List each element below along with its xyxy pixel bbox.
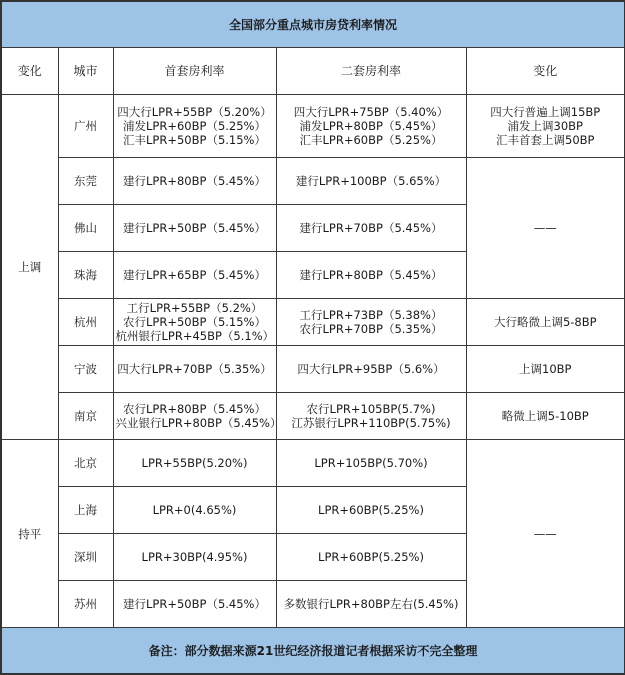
first-rate-cell: 建行LPR+50BP（5.45%）: [113, 205, 276, 252]
rate-line: 工行LPR+55BP（5.2%）: [126, 301, 263, 315]
city-cell: 杭州: [58, 299, 113, 346]
rate-line: 四大行LPR+75BP（5.40%）: [293, 105, 449, 119]
header-change: 变化: [1, 48, 58, 95]
table-row: [1, 440, 625, 487]
rate-line: 工行LPR+73BP（5.38%）: [299, 308, 443, 322]
rate-line: 四大行LPR+55BP（5.20%）: [117, 105, 272, 119]
second-rate-cell: LPR+60BP(5.25%): [276, 487, 466, 534]
first-rate-cell: 四大行LPR+70BP（5.35%）: [113, 346, 276, 393]
header-city: 城市: [58, 48, 113, 95]
city-cell: 珠海: [58, 252, 113, 299]
footer-note: 备注：部分数据来源21世纪经济报道记者根据采访不完全整理: [1, 628, 625, 675]
table-row: [1, 346, 625, 393]
group-label-up: 上调: [1, 95, 58, 440]
change-cell: 略微上调5-10BP: [466, 393, 625, 440]
second-rate-cell: [276, 299, 466, 346]
rate-line: 兴业银行LPR+80BP（5.45%）: [115, 416, 282, 430]
first-rate-cell: 建行LPR+65BP（5.45%）: [113, 252, 276, 299]
city-cell: 苏州: [58, 581, 113, 628]
change-cell-merged: ——: [466, 158, 625, 299]
rate-line: 农行LPR+50BP（5.15%）: [123, 315, 266, 329]
change-line: 汇丰首套上调50BP: [496, 133, 595, 147]
rate-line: 农行LPR+80BP（5.45%）: [123, 402, 266, 416]
city-cell: 北京: [58, 440, 113, 487]
first-rate-cell: 建行LPR+80BP（5.45%）: [113, 158, 276, 205]
second-rate-cell: 多数银行LPR+80BP左右(5.45%): [276, 581, 466, 628]
first-rate-cell: [113, 299, 276, 346]
header-second-home-rate: 二套房利率: [276, 48, 466, 95]
second-rate-cell: [276, 95, 466, 158]
table-row: [1, 299, 625, 346]
table-row: [1, 158, 625, 205]
city-cell: 上海: [58, 487, 113, 534]
second-rate-cell: 建行LPR+100BP（5.65%）: [276, 158, 466, 205]
header-change-detail: 变化: [466, 48, 625, 95]
change-line: 四大行普遍上调15BP: [490, 105, 601, 119]
second-rate-cell: 建行LPR+80BP（5.45%）: [276, 252, 466, 299]
change-cell: 大行略微上调5-8BP: [466, 299, 625, 346]
second-rate-cell: LPR+105BP(5.70%): [276, 440, 466, 487]
first-rate-cell: [113, 95, 276, 158]
first-rate-cell: LPR+30BP(4.95%): [113, 534, 276, 581]
change-cell-merged: ——: [466, 440, 625, 628]
city-cell: 南京: [58, 393, 113, 440]
city-cell: 东莞: [58, 158, 113, 205]
city-cell: 深圳: [58, 534, 113, 581]
change-cell: 上调10BP: [466, 346, 625, 393]
first-rate-cell: LPR+0(4.65%): [113, 487, 276, 534]
second-rate-cell: [276, 393, 466, 440]
rate-line: 浦发LPR+80BP（5.45%）: [299, 119, 443, 133]
rate-line: 江苏银行LPR+110BP(5.75%): [291, 416, 451, 430]
first-rate-cell: [113, 393, 282, 440]
rate-line: 浦发LPR+60BP（5.25%）: [123, 119, 266, 133]
table-title: 全国部分重点城市房贷利率情况: [1, 1, 625, 48]
first-rate-cell: LPR+55BP(5.20%): [113, 440, 276, 487]
city-cell: 宁波: [58, 346, 113, 393]
rate-line: 汇丰LPR+50BP（5.15%）: [123, 133, 266, 147]
city-cell: 广州: [58, 95, 113, 158]
second-rate-cell: LPR+60BP(5.25%): [276, 534, 466, 581]
second-rate-cell: 四大行LPR+95BP（5.6%）: [276, 346, 466, 393]
second-rate-cell: 建行LPR+70BP（5.45%）: [276, 205, 466, 252]
rate-line: 农行LPR+105BP(5.7%): [306, 402, 436, 416]
rate-line: 杭州银行LPR+45BP（5.1%）: [115, 329, 275, 343]
group-label-flat: 持平: [1, 440, 58, 628]
header-first-home-rate: 首套房利率: [113, 48, 276, 95]
rate-line: 汇丰LPR+60BP（5.25%）: [299, 133, 443, 147]
first-rate-cell: 建行LPR+50BP（5.45%）: [113, 581, 276, 628]
city-cell: 佛山: [58, 205, 113, 252]
table-row: [1, 95, 625, 158]
table-row: [1, 393, 625, 440]
change-cell: [466, 95, 625, 158]
rate-line: 农行LPR+70BP（5.35%）: [299, 322, 443, 336]
change-line: 浦发上调30BP: [507, 119, 583, 133]
